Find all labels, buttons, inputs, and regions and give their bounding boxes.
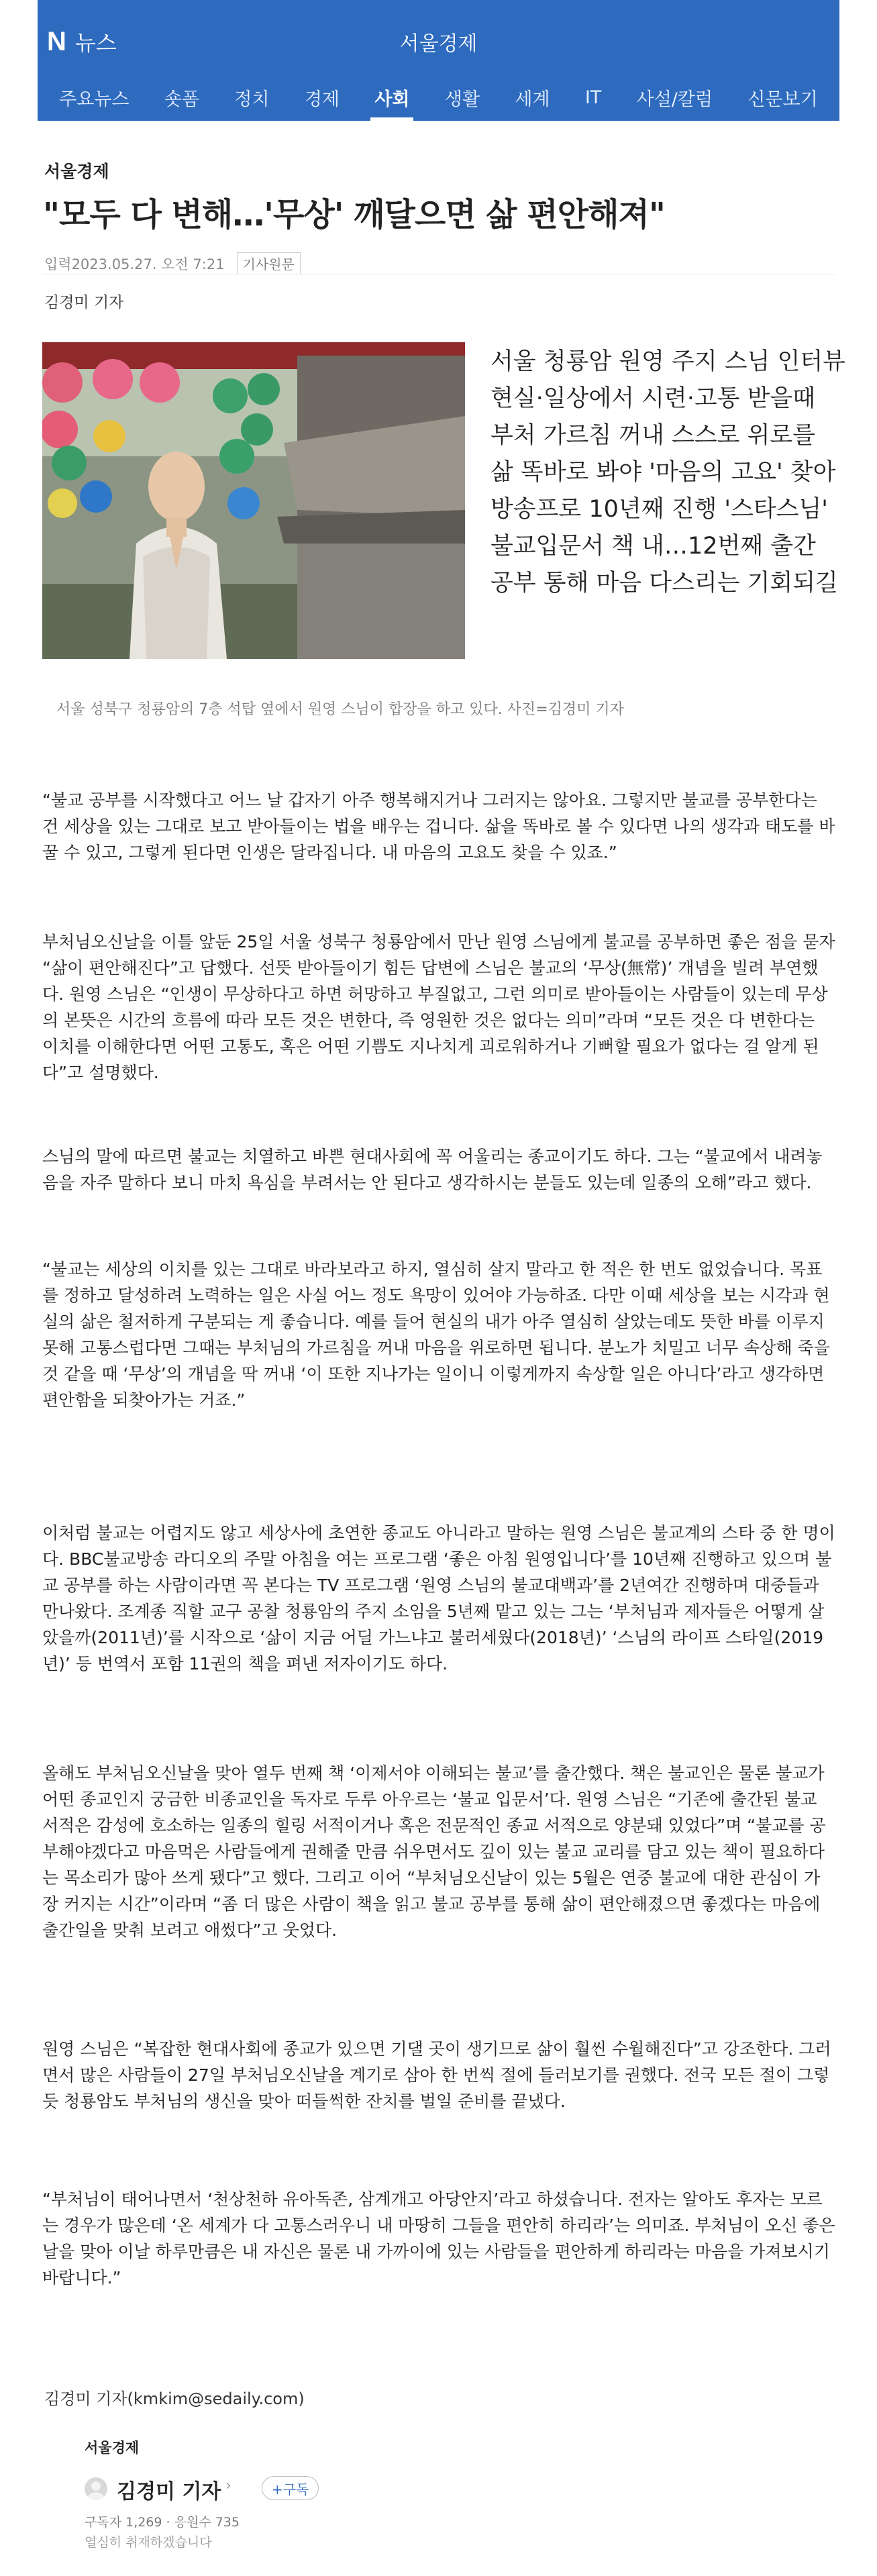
subhead-line: 공부 통해 마음 다스리는 기회되길 [491,570,838,597]
byline: 김경미 기자 [44,294,124,311]
reporter-name-link[interactable]: 김경미 기자 [117,2480,221,2504]
service-name: 뉴스 [74,30,117,56]
body-paragraph: 원영 스님은 “복잡한 현대사회에 종교가 있으면 기댈 곳이 생기므로 삶이 훨씬 수월해진다”고 강조한다. 그러면서 많은 사람들이 27일 부처님오신날을 계기로 삼아 한 번씩 절에 들러보기를 권했다. 전국 모든 절이 그렇듯 청룡암도 부처님의 생신을 맞아 떠들썩한 잔치를 벌일 준비를 끝냈다. [42,2039,831,2111]
subhead-line: 삶 똑바로 봐야 '마음의 고요' 찾아 [491,459,836,486]
body-paragraph: “불교는 세상의 이치를 있는 그대로 바라보라고 하지, 열심히 살지 말라고 한 적은 한 번도 없었습니다. 목표를 정하고 달성하려 노력하는 일은 사실 어느 정도 욕망이 있어야 가능하죠. 다만 이때 세상을 보는 시각과 현실의 삶은 철저하게 구분되는 게 좋습니다. 예를 들어 현실의 내가 아주 열심히 살았는데도 뜻한 바를 이루지 못해 고통스럽다면 그때는 부처님의 가르침을 꺼내 마음을 위로하면 됩니다. 분노가 치밀고 너무 속상해 죽을 것 같을 때 ‘무상’의 개념을 딱 꺼내 ‘이 또한 지나가는 일이니 이렇게까지 속상할 일은 아니다’라고 생각하면 편안함을 되찾아가는 거죠.” [42,1259,830,1410]
publish-date: 입력2023.05.27. 오전 7:21 [44,256,225,272]
body-paragraph: “부처님이 태어나면서 ‘천상천하 유아독존, 삼계개고 아당안지’라고 하셨습니다. 전자는 알아도 후자는 모르는 경우가 많은데 ‘온 세계가 다 고통스러우니 내 마땅히 그들을 편안히 하리라’는 의미죠. 부처님이 오신 좋은 날을 맞아 이날 하루만큼은 내 자신은 물론 내 가까이에 있는 사람들을 편안하게 하리라는 마음을 가져보시기 바랍니다.” [42,2189,835,2287]
naver-logo: N [47,26,66,56]
subhead-line: 현실·일상에서 시련·고통 받을때 [491,385,816,412]
body-paragraph: 올해도 부처님오신날을 맞아 열두 번째 책 ‘이제서야 이해되는 불교’를 출간했다. 책은 불교인은 물론 불교가 어떤 종교인지 궁금한 비종교인을 독자로 두루 아우르는 ‘불교 입문서’다. 원영 스님은 “기존에 출간된 불교 서적은 감성에 호소하는 일종의 힐링 서적이거나 혹은 전문적인 종교 서적으로 양분돼 있었다”며 “불교를 공부해야겠다고 마음먹은 사람들에게 권해줄 만큼 쉬우면서도 깊이 있는 불교 교리를 담고 있는 책이 필요하다는 목소리가 많아 쓰게 됐다”고 했다. 그리고 이어 “부처님오신날이 있는 5월은 연중 불교에 대한 관심이 가장 커지는 시간”이라며 “좀 더 많은 사람이 책을 읽고 불교 공부를 통해 삶이 편안해졌으면 좋겠다는 마음에 출간일을 맞춰 보려고 애썼다”고 웃었다. [42,1763,826,1940]
subhead-line: 불교입문서 책 내…12번째 출간 [491,533,816,560]
tab-society[interactable]: 사회 [370,74,413,121]
tab-economy[interactable]: 경제 [304,89,340,110]
reporter-email: 김경미 기자(kmkim@sedaily.com) [44,2389,305,2408]
tab-life[interactable]: 생활 [444,89,480,110]
tab-politics[interactable]: 정치 [234,89,270,110]
top-header [38,0,839,121]
tab-shortform[interactable]: 숏폼 [164,89,199,110]
card-press-name[interactable]: 서울경제 [85,2440,140,2456]
body-paragraph: “불교 공부를 시작했다고 어느 날 갑자기 아주 행복해지거나 그러지는 않아요. 그렇지만 불교를 공부한다는 건 세상을 있는 그대로 보고 받아들이는 법을 배우는 겁니다. 삶을 똑바로 볼 수 있다면 나의 생각과 태도를 바꿀 수 있고, 그렇게 된다면 인생은 달라집니다. 내 마음의 고요도 찾을 수 있죠.” [42,790,835,862]
original-article-button[interactable]: 기사원문 [237,252,301,274]
article-subheads [491,344,845,602]
tab-newspaper[interactable]: 신문보기 [747,89,818,110]
tab-main-news[interactable]: 주요뉴스 [59,89,130,110]
tab-world[interactable]: 세계 [515,89,550,110]
photo-caption: 서울 성북구 청룡암의 7층 석탑 옆에서 원영 스님이 합장을 하고 있다. 사진=김경미 기자 [56,701,624,718]
subhead-line: 방송프로 10년째 진행 '스타스님' [491,496,828,523]
article-photo [42,342,465,659]
subscribe-button[interactable]: +구독 [262,2476,319,2500]
reporter-intro: 열심히 취재하겠습니다 [85,2535,212,2550]
article-meta [44,252,301,274]
tab-it[interactable]: IT [584,87,602,108]
article-press-label[interactable]: 서울경제 [44,162,109,181]
section-tabs [38,74,839,121]
reporter-stats: 구독자 1,269 · 응원수 735 [85,2515,240,2530]
press-name-link[interactable]: 서울경제 [399,32,478,56]
reporter-card [70,2424,472,2576]
article-title: "모두 다 변해…'무상' 깨달으면 삶 편안해져" [43,196,665,234]
chevron-right-icon: › [225,2477,231,2494]
body-paragraph: 부처님오신날을 이틀 앞둔 25일 서울 성북구 청룡암에서 만난 원영 스님에게 불교를 공부하면 좋은 점을 묻자 “삶이 편안해진다”고 답했다. 선뜻 받아들이기 힘든 답변에 스님은 불교의 ‘무상(無常)’ 개념을 빌려 부연했다. 원영 스님은 “인생이 무상하다고 하면 허망하고 부질없고, 그런 의미로 받아들이는 사람들이 있는데 무상의 본뜻은 시간의 흐름에 따라 모든 것은 변한다, 즉 영원한 것은 없다는 의미”라며 “모든 것은 다 변한다는 이치를 이해한다면 어떤 고통도, 혹은 어떤 기쁨도 지나치게 괴로워하거나 기뻐할 필요가 없다는 걸 알게 된다”고 설명했다. [42,932,835,1082]
reporter-avatar[interactable] [85,2477,107,2500]
body-paragraph: 이처럼 불교는 어렵지도 않고 세상사에 초연한 종교도 아니라고 말하는 원영 스님은 불교계의 스타 중 한 명이다. BBC불교방송 라디오의 주말 아침을 여는 프로그램 ‘좋은 아침 원영입니다’를 10년째 진행하고 있으며 불교 공부를 하는 사람이라면 꼭 본다는 TV 프로그램 ‘원영 스님의 불교대백과’를 2년여간 진행하며 대중들과 만나왔다. 조계종 직할 교구 공찰 청룡암의 주지 소임을 5년째 맡고 있는 그는 ‘부처님과 제자들은 어떻게 살았을까(2011년)’를 시작으로 ‘삶이 지금 어딜 가느냐고 불러세웠다(2018년)’ ‘스님의 라이프 스타일(2019년)’ 등 번역서 포함 11권의 책을 펴낸 저자이기도 하다. [42,1523,835,1673]
body-paragraph: 스님의 말에 따르면 불교는 치열하고 바쁜 현대사회에 꼭 어울리는 종교이기도 하다. 그는 “불교에서 내려놓음을 자주 말하다 보니 마치 욕심을 부려서는 안 된다고 생각하시는 분들도 있는데 일종의 오해”라고 했다. [42,1147,823,1192]
subhead-line: 서울 청룡암 원영 주지 스님 인터뷰 [491,348,845,375]
subhead-line: 부처 가르침 꺼내 스스로 위로를 [491,422,816,449]
tab-editorial[interactable]: 사설/칼럼 [636,89,713,110]
